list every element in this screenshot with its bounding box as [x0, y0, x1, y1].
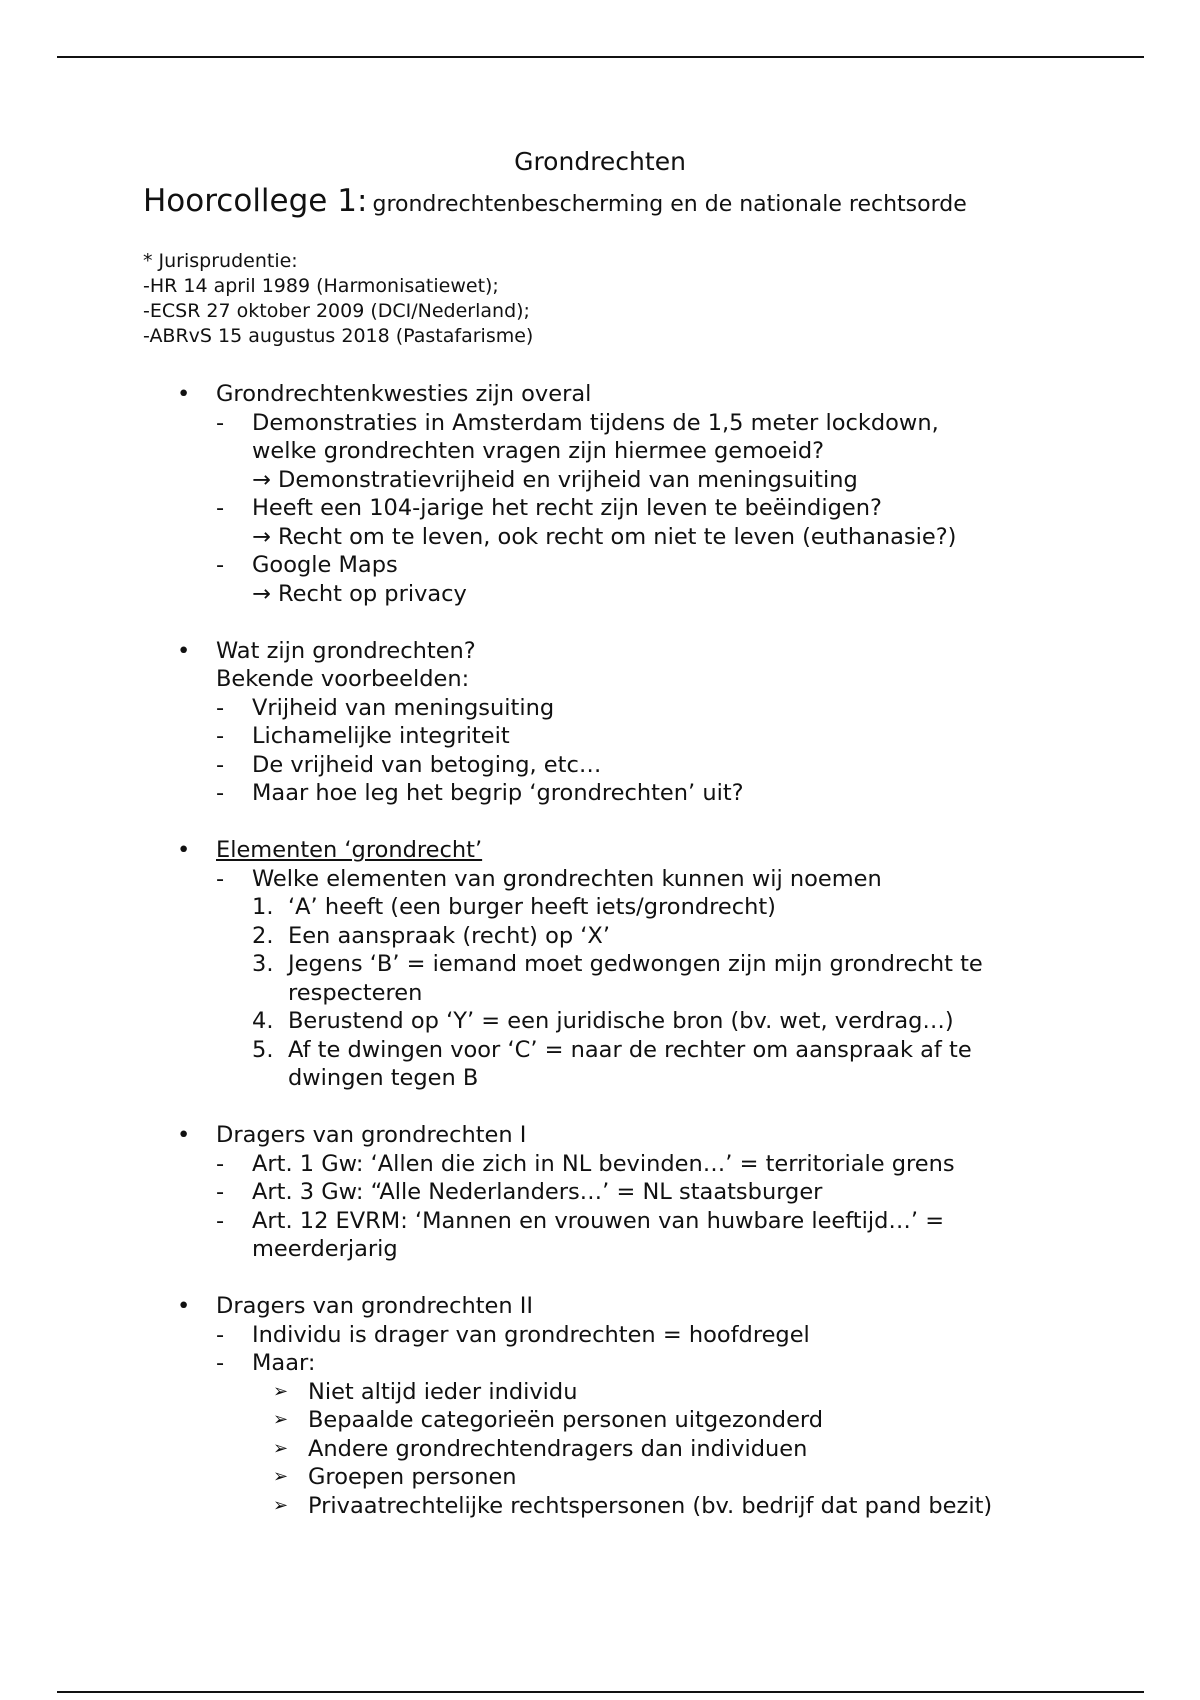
page-bottom-rule — [57, 1691, 1144, 1693]
lecture-subtitle: grondrechtenbescherming en de nationale rechtsorde — [372, 192, 967, 217]
list-number: 2. — [252, 922, 274, 949]
dash-marker: - — [216, 1179, 225, 1205]
numbered-item-continuation: respecteren — [288, 979, 423, 1006]
list-item: Demonstraties in Amsterdam tijdens de 1,5 meter lockdown, — [252, 409, 939, 436]
dash-marker: - — [216, 1321, 225, 1348]
dash-marker: - — [216, 552, 225, 578]
list-item: Google Maps — [252, 552, 398, 578]
list-number: 4. — [252, 1008, 274, 1034]
list-item: Vrijheid van meningsuiting — [252, 694, 555, 721]
section-dragers-i — [0, 1121, 992, 1264]
numbered-item: Jegens ‘B’ = iemand moet gedwongen zijn mijn grondrecht te — [288, 951, 983, 977]
arrow-icon: → — [252, 466, 271, 493]
section-heading: Dragers van grondrechten II — [216, 1293, 534, 1319]
jurisprudence-item: -HR 14 april 1989 (Harmonisatiewet); — [143, 275, 499, 297]
bullet-marker: • — [177, 1293, 191, 1319]
list-item: Individu is drager van grondrechten = hoofdregel — [252, 1321, 810, 1348]
list-item: Art. 12 EVRM: ‘Mannen en vrouwen van huwbare leeftijd…’ = — [252, 1207, 945, 1234]
list-item: Art. 3 Gw: “Alle Nederlanders…’ = NL staatsburger — [252, 1179, 823, 1205]
page-top-rule — [57, 56, 1144, 58]
section-heading: Elementen ‘grondrecht’ — [216, 837, 483, 863]
dash-marker: - — [216, 723, 225, 749]
document-title: Grondrechten — [514, 147, 686, 176]
triangle-bullet-icon: ➢ — [273, 1437, 289, 1459]
lecture-label: Hoorcollege 1: — [143, 183, 368, 219]
list-item: Welke elementen van grondrechten kunnen wij noemen — [252, 865, 882, 892]
section-subheading: Bekende voorbeelden: — [216, 666, 470, 692]
numbered-item: Een aanspraak (recht) op ‘X’ — [288, 922, 610, 949]
sub-list-item: Groepen personen — [308, 1464, 517, 1490]
triangle-bullet-icon: ➢ — [273, 1380, 289, 1402]
triangle-bullet-icon: ➢ — [273, 1466, 289, 1487]
list-item: Lichamelijke integriteit — [252, 723, 510, 749]
list-item: Maar hoe leg het begrip ‘grondrechten’ uit? — [252, 780, 744, 806]
list-item-continuation: welke grondrechten vragen zijn hiermee gemoeid? — [252, 438, 825, 464]
list-number: 1. — [252, 894, 274, 920]
dash-marker: - — [216, 1350, 225, 1376]
dash-marker: - — [216, 1207, 225, 1234]
numbered-item: Berustend op ‘Y’ = een juridische bron (bv. wet, verdrag…) — [288, 1008, 954, 1034]
jurisprudence-item: -ABRvS 15 augustus 2018 (Pastafarisme) — [143, 325, 534, 347]
section-grondrechtenkwesties — [0, 380, 992, 608]
jurisprudence-list — [143, 249, 533, 349]
section-heading: Dragers van grondrechten I — [216, 1122, 527, 1148]
sub-list-item: Niet altijd ieder individu — [308, 1378, 578, 1405]
list-item-continuation: meerderjarig — [252, 1236, 398, 1262]
jurisprudence-heading: * Jurisprudentie: — [143, 250, 298, 272]
section-elementen-grondrecht — [0, 836, 992, 1093]
triangle-bullet-icon: ➢ — [273, 1494, 289, 1516]
list-item-answer: Demonstratievrijheid en vrijheid van meningsuiting — [278, 466, 858, 493]
section-dragers-ii — [0, 1292, 992, 1520]
sub-list-item: Bepaalde categorieën personen uitgezonderd — [308, 1407, 824, 1433]
notes-content — [0, 380, 992, 1549]
sub-list-item: Andere grondrechtendragers dan individuen — [308, 1435, 808, 1462]
dash-marker: - — [216, 780, 225, 806]
bullet-marker: • — [177, 637, 191, 664]
bullet-marker: • — [177, 381, 191, 407]
list-item: Maar: — [252, 1350, 316, 1376]
section-wat-zijn-grondrechten — [0, 637, 992, 808]
dash-marker: - — [216, 865, 225, 892]
list-item: Art. 1 Gw: ‘Allen die zich in NL bevinden…’ = territoriale grens — [252, 1150, 955, 1177]
numbered-item-continuation: dwingen tegen B — [288, 1065, 479, 1091]
list-item-answer: Recht om te leven, ook recht om niet te leven (euthanasie?) — [278, 523, 957, 550]
jurisprudence-item: -ECSR 27 oktober 2009 (DCI/Nederland); — [143, 300, 530, 322]
arrow-icon: → — [252, 523, 271, 550]
section-heading: Grondrechtenkwesties zijn overal — [216, 381, 592, 407]
sub-list-item: Privaatrechtelijke rechtspersonen (bv. bedrijf dat pand bezit) — [308, 1492, 993, 1519]
list-number: 3. — [252, 951, 274, 977]
dash-marker: - — [216, 1150, 225, 1177]
dash-marker: - — [216, 751, 225, 778]
bullet-marker: • — [177, 837, 191, 863]
dash-marker: - — [216, 495, 225, 521]
list-number: 5. — [252, 1036, 274, 1063]
arrow-icon: → — [252, 580, 271, 607]
bullet-marker: • — [177, 1122, 191, 1148]
section-heading: Wat zijn grondrechten? — [216, 637, 476, 664]
list-item-answer: Recht op privacy — [278, 580, 467, 607]
list-item: De vrijheid van betoging, etc… — [252, 751, 602, 778]
dash-marker: - — [216, 409, 225, 436]
lecture-heading — [143, 183, 967, 219]
triangle-bullet-icon: ➢ — [273, 1409, 289, 1430]
numbered-item: ‘A’ heeft (een burger heeft iets/grondrecht) — [288, 894, 776, 920]
numbered-item: Af te dwingen voor ‘C’ = naar de rechter om aanspraak af te — [288, 1036, 972, 1063]
dash-marker: - — [216, 694, 225, 721]
list-item: Heeft een 104-jarige het recht zijn leven te beëindigen? — [252, 495, 882, 521]
